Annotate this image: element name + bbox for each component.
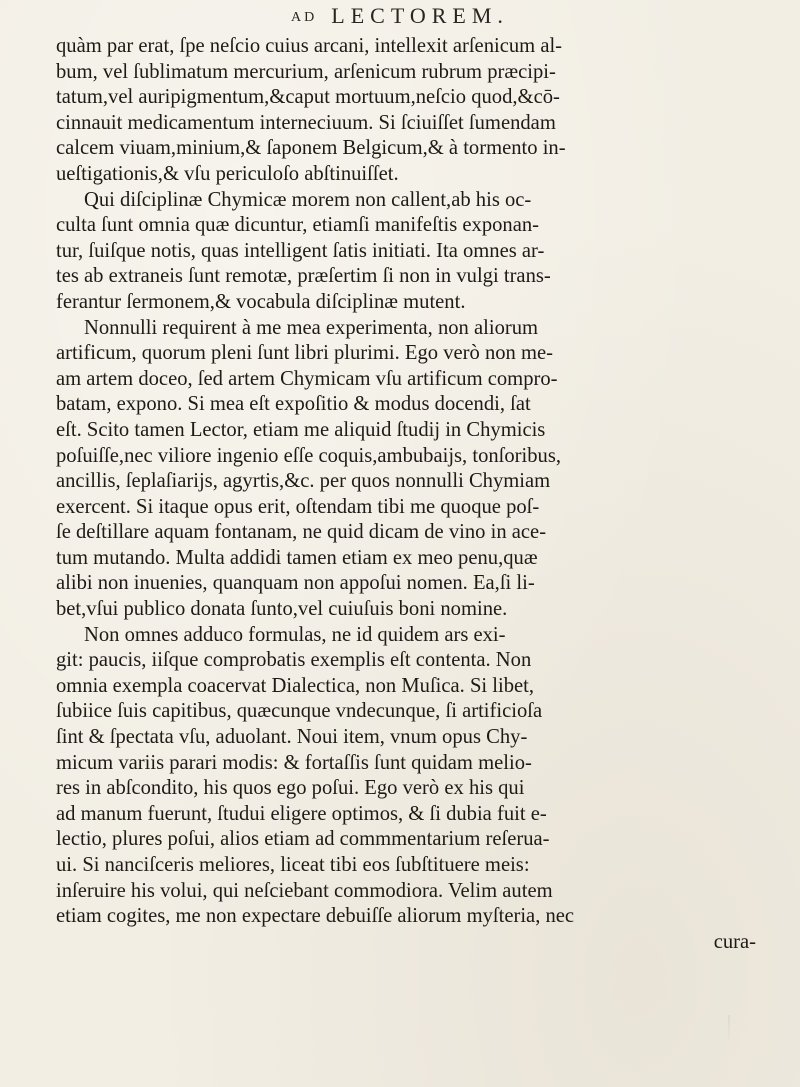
text-line: quàm par erat, ſpe neſcio cuius arcani, intellexit arſenicum al- bbox=[56, 35, 563, 57]
text-line: ueſtigationis,& vſu periculoſo abſtinuiſſet. bbox=[56, 162, 399, 185]
text-line: batam, expono. Si mea eſt expoſitio & modus docendi, ſat bbox=[56, 393, 531, 416]
text-line: ſe deſtillare aquam fontanam, ne quid dicam de vino in ace- bbox=[56, 521, 547, 544]
text-line: eſt. Scito tamen Lector, etiam me aliquid ſtudij in Chymicis bbox=[56, 418, 546, 441]
text-line: alibi non inuenies, quanquam non appoſui nomen. Ea,ſi li- bbox=[56, 572, 535, 595]
text-line: inſeruire his volui, qui neſciebant commodiora. Velim autem bbox=[56, 879, 553, 902]
text-line: Non omnes adduco formulas, ne id quidem ars exi- bbox=[84, 623, 506, 646]
page-blemish bbox=[728, 1015, 730, 1045]
text-line: Nonnulli requirent à me mea experimenta, non aliorum bbox=[84, 316, 539, 339]
body-text bbox=[56, 34, 756, 955]
text-line: poſuiſſe,nec viliore ingenio eſſe coquis,ambubaijs, tonſoribus, bbox=[56, 444, 562, 467]
text-line: tum mutando. Multa addidi tamen etiam ex meo penu,quæ bbox=[56, 546, 538, 569]
running-head bbox=[0, 3, 800, 29]
text-line: ad manum fuerunt, ſtudui eligere optimos, & ſi dubia fuit e- bbox=[56, 802, 547, 825]
text-line: git: paucis, iiſque comprobatis exemplis eſt contenta. Non bbox=[56, 649, 532, 672]
catchword-row bbox=[56, 930, 756, 956]
text-line: tes ab extraneis ſunt remotæ, præſertim ſi non in vulgi trans- bbox=[56, 265, 551, 288]
text-line: Qui diſciplinæ Chymicæ morem non callent,ab his oc- bbox=[84, 188, 532, 211]
text-line: artificum, quorum pleni ſunt libri plurimi. Ego verò non me- bbox=[56, 342, 554, 365]
text-line: ferantur ſermonem,& vocabula diſciplinæ mutent. bbox=[56, 290, 466, 313]
text-line: tatum,vel auripigmentum,&caput mortuum,neſcio quod,&cō- bbox=[56, 86, 560, 109]
text-line: culta ſunt omnia quæ dicuntur, etiamſi manifeſtis exponan- bbox=[56, 214, 540, 237]
text-line: etiam cogites, me non expectare debuiſſe aliorum myſteria, nec bbox=[56, 905, 575, 928]
text-line: ſint & ſpectata vſu, aduolant. Noui item, vnum opus Chy- bbox=[56, 726, 528, 749]
text-line: cinnauit medicamentum interneciuum. Si ſciuiſſet ſumendam bbox=[56, 111, 556, 134]
text-line: ſubiice ſuis capitibus, quæcunque vndecunque, ſi artificioſa bbox=[56, 700, 543, 723]
text-line: lectio, plures poſui, alios etiam ad commmentarium reſerua- bbox=[56, 828, 550, 851]
text-line: exercent. Si itaque opus erit, oſtendam tibi me quoque poſ- bbox=[56, 495, 540, 518]
text-line: micum variis parari modis: & fortaſſis ſunt quidam melio- bbox=[56, 751, 532, 774]
catchword: cura- bbox=[713, 930, 756, 953]
text-line: bum, vel ſublimatum mercurium, arſenicum rubrum præcipi- bbox=[56, 60, 556, 83]
text-line: calcem viuam,minium,& ſaponem Belgicum,& à tormento in- bbox=[56, 137, 566, 160]
text-line: ancillis, ſeplaſiarijs, agyrtis,&c. per quos nonnulli Chymiam bbox=[56, 470, 551, 493]
text-line: am artem doceo, ſed artem Chymicam vſu artificum compro- bbox=[56, 367, 558, 390]
running-head-prefix: AD bbox=[291, 10, 318, 25]
text-line: omnia exempla coacervat Dialectica, non Muſica. Si libet, bbox=[56, 674, 535, 697]
text-line: ui. Si nanciſceris meliores, liceat tibi eos ſubſtituere meis: bbox=[56, 854, 530, 876]
text-line: bet,vſui publico donata ſunto,vel cuiuſuis boni nomine. bbox=[56, 598, 508, 621]
text-line: tur, ſuiſque notis, quas intelligent ſatis initiati. Ita omnes ar- bbox=[56, 239, 545, 262]
text-line: res in abſcondito, his quos ego poſui. Ego verò ex his qui bbox=[56, 777, 525, 800]
running-head-word: LECTOREM. bbox=[331, 3, 509, 28]
